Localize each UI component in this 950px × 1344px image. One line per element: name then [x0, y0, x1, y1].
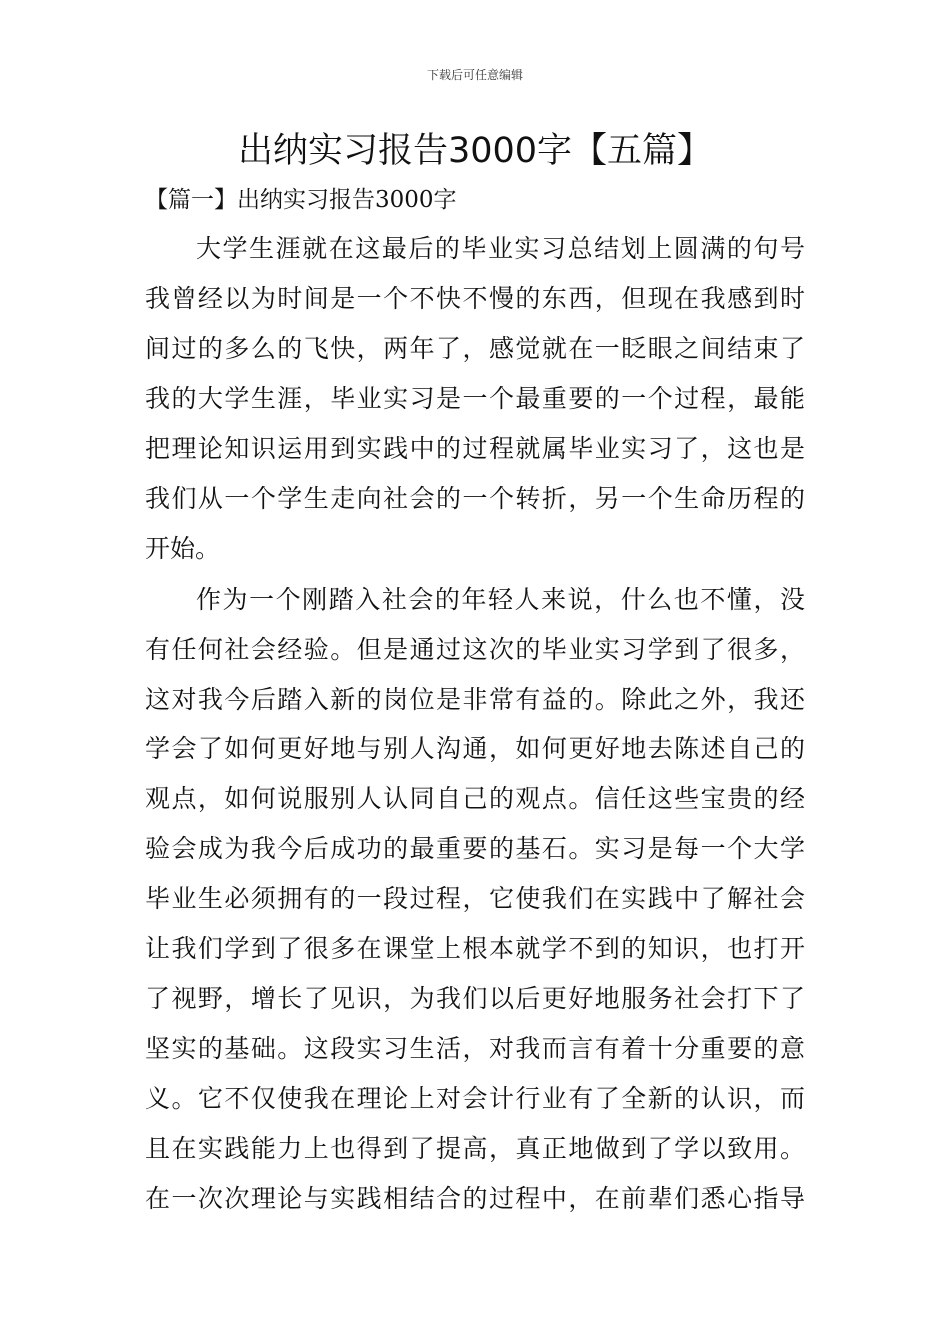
paragraph-line: 大学生涯就在这最后的毕业实习总结划上圆满的句号: [196, 234, 805, 263]
paragraph-line: 毕业生必须拥有的一段过程，它使我们在实践中了解社会: [145, 884, 805, 913]
paragraph-line: 让我们学到了很多在课堂上根本就学不到的知识，也打开: [145, 934, 805, 963]
paragraph-line: 我的大学生涯，毕业实习是一个最重要的一个过程，最能: [145, 384, 805, 413]
paragraph-line: 开始。: [145, 534, 221, 563]
paragraph-line: 把理论知识运用到实践中的过程就属毕业实习了，这也是: [145, 434, 805, 463]
header-note: 下载后可任意编辑: [426, 68, 523, 82]
document-title: 出纳实习报告3000字【五篇】: [237, 131, 713, 171]
paragraph-line: 学会了如何更好地与别人沟通，如何更好地去陈述自己的: [145, 734, 805, 763]
paragraph-line: 在一次次理论与实践相结合的过程中，在前辈们悉心指导: [145, 1184, 805, 1213]
paragraph-line: 我们从一个学生走向社会的一个转折，另一个生命历程的: [145, 484, 805, 513]
paragraph-line: 作为一个刚踏入社会的年轻人来说，什么也不懂，没: [196, 585, 805, 614]
paragraph-line: 观点，如何说服别人认同自己的观点。信任这些宝贵的经: [145, 784, 805, 813]
paragraph-line: 我曾经以为时间是一个不快不慢的东西，但现在我感到时: [145, 284, 805, 313]
paragraph-line: 这对我今后踏入新的岗位是非常有益的。除此之外，我还: [145, 685, 805, 714]
paragraph-line: 了视野，增长了见识，为我们以后更好地服务社会打下了: [145, 984, 805, 1013]
paragraph-line: 义。它不仅使我在理论上对会计行业有了全新的认识，而: [145, 1084, 805, 1113]
paragraph-line: 间过的多么的飞快，两年了，感觉就在一眨眼之间结束了: [145, 334, 805, 363]
section-heading: 【篇一】出纳实习报告3000字: [145, 187, 457, 213]
paragraph-line: 有任何社会经验。但是通过这次的毕业实习学到了很多，: [145, 635, 805, 664]
paragraph-line: 验会成为我今后成功的最重要的基石。实习是每一个大学: [145, 834, 805, 863]
paragraph-line: 且在实践能力上也得到了提高，真正地做到了学以致用。: [145, 1134, 805, 1163]
paragraph-line: 坚实的基础。这段实习生活，对我而言有着十分重要的意: [145, 1034, 805, 1063]
